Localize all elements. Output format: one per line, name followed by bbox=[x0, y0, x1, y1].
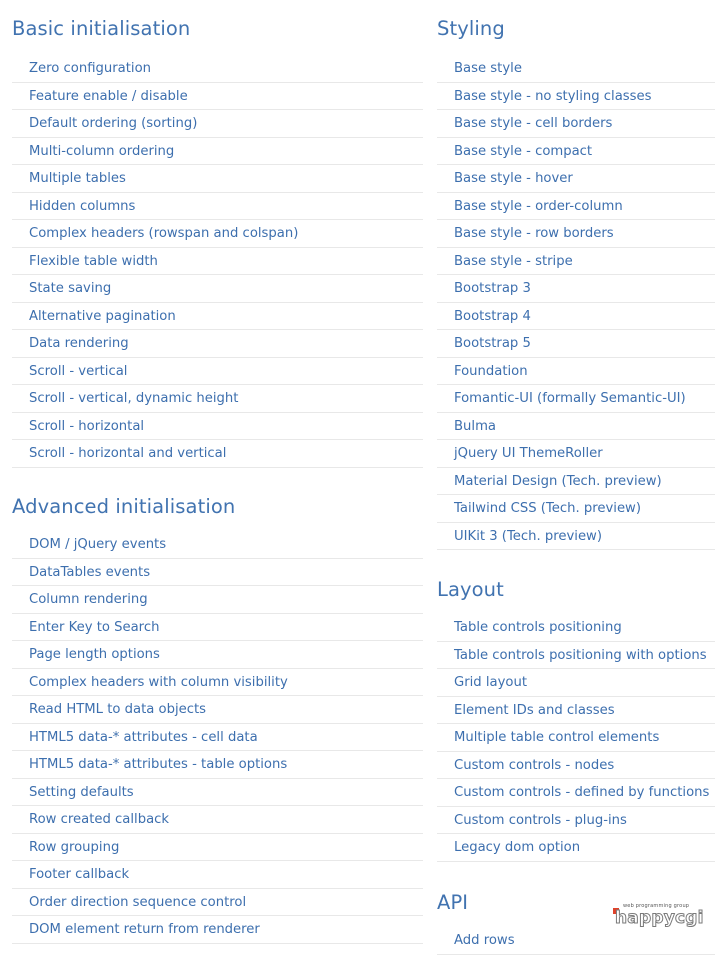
example-link[interactable]: Feature enable / disable bbox=[12, 83, 423, 111]
section-basic-initialisation bbox=[12, 15, 423, 461]
example-link[interactable]: jQuery UI ThemeRoller bbox=[437, 440, 715, 468]
section-layout bbox=[437, 576, 715, 855]
section-title-layout: Layout bbox=[437, 578, 504, 601]
example-link[interactable]: HTML5 data-* attributes - table options bbox=[12, 751, 423, 779]
example-link[interactable]: Bootstrap 3 bbox=[437, 275, 715, 303]
example-link[interactable]: Base style - hover bbox=[437, 165, 715, 193]
example-link[interactable]: Scroll - vertical bbox=[12, 358, 423, 386]
section-title-styling: Styling bbox=[437, 17, 505, 40]
example-link[interactable]: Setting defaults bbox=[12, 779, 423, 807]
example-link[interactable]: Element IDs and classes bbox=[437, 697, 715, 725]
example-link[interactable]: Hidden columns bbox=[12, 193, 423, 221]
example-link[interactable]: Footer callback bbox=[12, 861, 423, 889]
section-title-basic: Basic initialisation bbox=[12, 17, 191, 40]
section-title-advanced: Advanced initialisation bbox=[12, 495, 236, 518]
example-link[interactable]: Custom controls - defined by functions bbox=[437, 779, 715, 807]
example-link[interactable]: Scroll - vertical, dynamic height bbox=[12, 385, 423, 413]
example-link[interactable]: Complex headers with column visibility bbox=[12, 669, 423, 697]
example-link[interactable]: Base style - row borders bbox=[437, 220, 715, 248]
example-link[interactable]: Custom controls - plug-ins bbox=[437, 807, 715, 835]
example-link[interactable]: Bootstrap 4 bbox=[437, 303, 715, 331]
example-link[interactable]: State saving bbox=[12, 275, 423, 303]
example-link[interactable]: Page length options bbox=[12, 641, 423, 669]
example-link[interactable]: Foundation bbox=[437, 358, 715, 386]
example-link[interactable]: Material Design (Tech. preview) bbox=[437, 468, 715, 496]
example-link[interactable]: Flexible table width bbox=[12, 248, 423, 276]
example-link[interactable]: Base style - stripe bbox=[437, 248, 715, 276]
example-link[interactable]: Custom controls - nodes bbox=[437, 752, 715, 780]
example-link[interactable]: Tailwind CSS (Tech. preview) bbox=[437, 495, 715, 523]
example-link[interactable]: Column rendering bbox=[12, 586, 423, 614]
happycgi-watermark bbox=[613, 903, 705, 929]
example-link[interactable]: Base style bbox=[437, 55, 715, 83]
example-link[interactable]: Grid layout bbox=[437, 669, 715, 697]
example-link[interactable]: Fomantic-UI (formally Semantic-UI) bbox=[437, 385, 715, 413]
example-link[interactable]: UIKit 3 (Tech. preview) bbox=[437, 523, 715, 551]
example-link[interactable]: Add rows bbox=[437, 927, 715, 955]
example-link[interactable]: Base style - no styling classes bbox=[437, 83, 715, 111]
example-link[interactable]: Base style - cell borders bbox=[437, 110, 715, 138]
section-title-api: API bbox=[437, 891, 469, 914]
example-link[interactable]: Multiple table control elements bbox=[437, 724, 715, 752]
example-link[interactable]: HTML5 data-* attributes - cell data bbox=[12, 724, 423, 752]
example-link[interactable]: Order direction sequence control bbox=[12, 889, 423, 917]
example-link[interactable]: Legacy dom option bbox=[437, 834, 715, 862]
example-link[interactable]: Default ordering (sorting) bbox=[12, 110, 423, 138]
example-link[interactable]: Zero configuration bbox=[12, 55, 423, 83]
list-basic bbox=[12, 55, 423, 468]
example-link[interactable]: Enter Key to Search bbox=[12, 614, 423, 642]
list-advanced bbox=[12, 531, 423, 944]
example-link[interactable]: Table controls positioning bbox=[437, 614, 715, 642]
example-link[interactable]: Multiple tables bbox=[12, 165, 423, 193]
example-link[interactable]: Base style - compact bbox=[437, 138, 715, 166]
section-styling bbox=[437, 15, 715, 544]
example-link[interactable]: Base style - order-column bbox=[437, 193, 715, 221]
list-layout bbox=[437, 614, 715, 862]
example-link[interactable]: Complex headers (rowspan and colspan) bbox=[12, 220, 423, 248]
example-link[interactable]: Read HTML to data objects bbox=[12, 696, 423, 724]
section-advanced-initialisation bbox=[12, 493, 423, 937]
watermark-tagline: web programming group bbox=[623, 903, 690, 909]
list-styling bbox=[437, 55, 715, 550]
example-link[interactable]: Data rendering bbox=[12, 330, 423, 358]
example-link[interactable]: Alternative pagination bbox=[12, 303, 423, 331]
example-link[interactable]: Bootstrap 5 bbox=[437, 330, 715, 358]
example-link[interactable]: Row created callback bbox=[12, 806, 423, 834]
example-link[interactable]: Scroll - horizontal and vertical bbox=[12, 440, 423, 468]
example-link[interactable]: Scroll - horizontal bbox=[12, 413, 423, 441]
example-link[interactable]: Row grouping bbox=[12, 834, 423, 862]
example-link[interactable]: DOM element return from renderer bbox=[12, 916, 423, 944]
watermark-name: happycgi bbox=[615, 908, 704, 928]
example-link[interactable]: DOM / jQuery events bbox=[12, 531, 423, 559]
example-link[interactable]: Bulma bbox=[437, 413, 715, 441]
example-link[interactable]: DataTables events bbox=[12, 559, 423, 587]
example-link[interactable]: Table controls positioning with options bbox=[437, 642, 715, 670]
list-api bbox=[437, 927, 715, 955]
example-link[interactable]: Multi-column ordering bbox=[12, 138, 423, 166]
